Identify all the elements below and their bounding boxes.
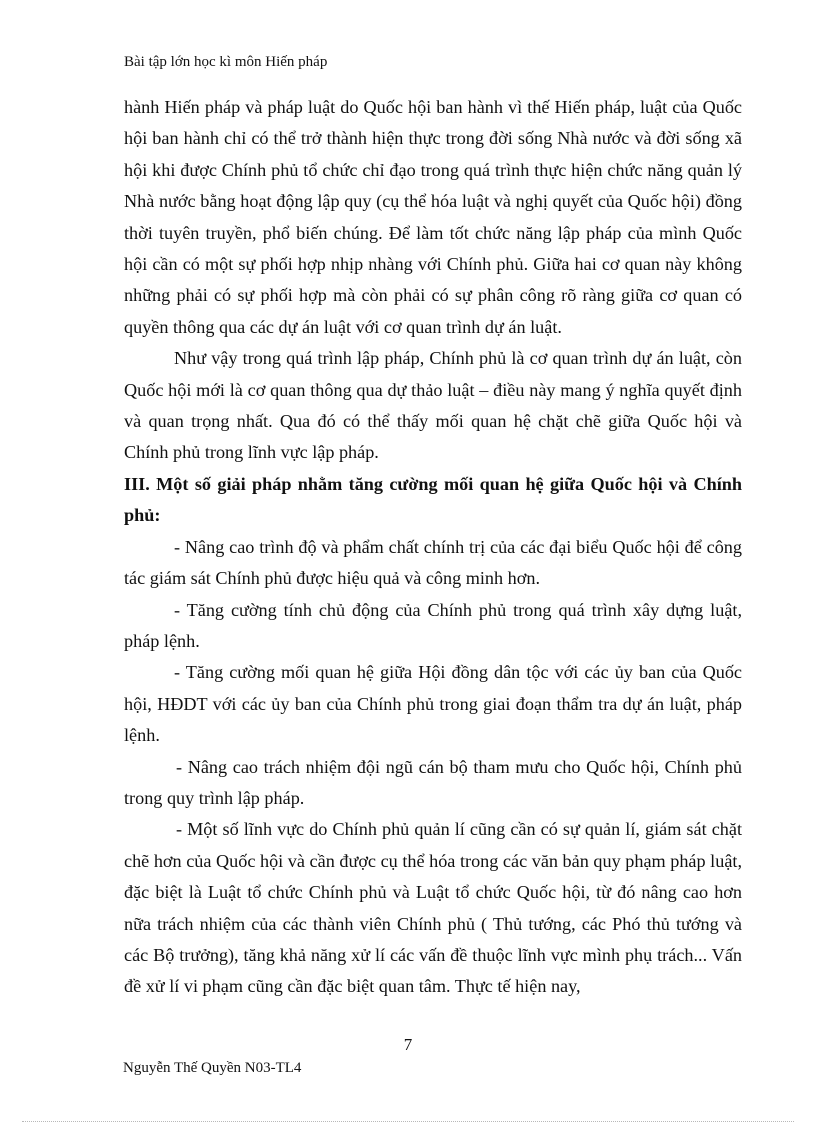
list-item: - Nâng cao trách nhiệm đội ngũ cán bộ tham mưu cho Quốc hội, Chính phủ trong quy trình lập pháp. bbox=[124, 756, 742, 808]
section-heading: III. Một số giải pháp nhằm tăng cường mối quan hệ giữa Quốc hội và Chính phủ: bbox=[124, 473, 742, 526]
document-body bbox=[124, 92, 742, 1003]
page-number: 7 bbox=[403, 1035, 413, 1054]
page-header: Bài tập lớn học kì môn Hiến pháp bbox=[124, 54, 328, 70]
page-footer: Nguyễn Thế Quyền N03-TL4 bbox=[123, 1060, 302, 1076]
list-item: - Tăng cường mối quan hệ giữa Hội đồng dân tộc với các ủy ban của Quốc hội, HĐDT với các ủy ban của Chính phủ trong giai đoạn thẩm tra dự án luật, pháp lệnh. bbox=[124, 662, 742, 746]
list-item: - Tăng cường tính chủ động của Chính phủ trong quá trình xây dựng luật, pháp lệnh. bbox=[124, 599, 742, 651]
body-paragraph-1: hành Hiến pháp và pháp luật do Quốc hội ban hành vì thế Hiến pháp, luật của Quốc hội ban hành chỉ có thể trở thành hiện thực trong đời sống Nhà nước và đời sống xã hội khi được Chính phủ tổ chức chỉ đạo trong quá trình thực hiện chức năng quản lý Nhà nước bằng hoạt động lập quy (cụ thể hóa luật và nghị quyết của Quốc hội) đồng thời tuyên truyền, phổ biến chúng. Để làm tốt chức năng lập pháp của mình Quốc hội cần có một sự phối hợp nhịp nhàng với Chính phủ. Giữa hai cơ quan này không những phải có sự phối hợp mà còn phải có sự phân công rõ ràng giữa cơ quan có quyền thông qua các dự án luật với cơ quan trình dự án luật. bbox=[124, 97, 742, 337]
page-bottom-divider bbox=[22, 1121, 794, 1122]
list-item: - Nâng cao trình độ và phẩm chất chính trị của các đại biểu Quốc hội để công tác giám sát Chính phủ được hiệu quả và công minh hơn. bbox=[124, 536, 742, 589]
list-item: - Một số lĩnh vực do Chính phủ quản lí cũng cần có sự quản lí, giám sát chặt chẽ hơn của Quốc hội và cần được cụ thể hóa trong các văn bản quy phạm pháp luật, đặc biệt là Luật tổ chức Chính phủ và Luật tổ chức Quốc hội, từ đó nâng cao hơn nữa trách nhiệm của các thành viên Chính phủ ( Thủ tướng, các Phó thủ tướng và các Bộ trưởng), tăng khả năng xử lí các vấn đề thuộc lĩnh vực mình phụ trách... Vấn đề xử lí vi phạm cũng cần đặc biệt quan tâm. Thực tế hiện nay, bbox=[124, 819, 742, 997]
body-paragraph-2: Như vậy trong quá trình lập pháp, Chính phủ là cơ quan trình dự án luật, còn Quốc hội mới là cơ quan thông qua dự thảo luật – điều này mang ý nghĩa quyết định và quan trọng nhất. Qua đó có thể thấy mối quan hệ chặt chẽ giữa Quốc hội và Chính phủ trong lĩnh vực lập pháp. bbox=[124, 348, 742, 463]
